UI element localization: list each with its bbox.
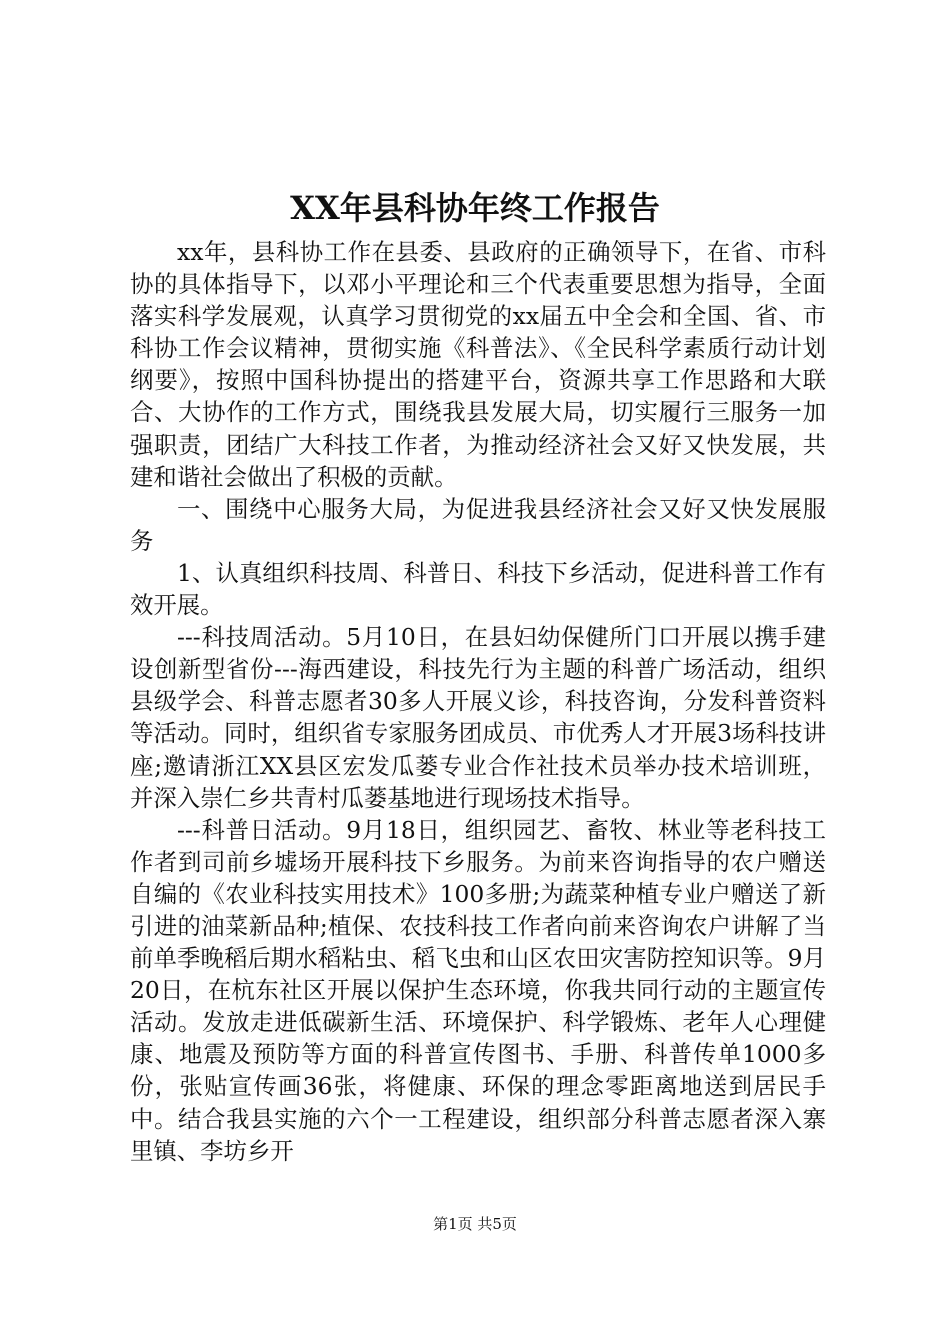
- document-title: XX年县科协年终工作报告: [290, 189, 660, 227]
- paragraph-intro: xx年，县科协工作在县委、县政府的正确领导下，在省、市科协的具体指导下，以邓小平理论和三个代表重要思想为指导，全面落实科学发展观，认真学习贯彻党的xx届五中全会和全国、省、市科协工作会议精神，贯彻实施《科普法》、《全民科学素质行动计划纲要》，按照中国科协提出的搭建平台，资源共享工作思路和大联合、大协作的工作方式，围绕我县发展大局，切实履行三服务一加强职责，团结广大科技工作者，为推动经济社会又好又快发展，共建和谐社会做出了积极的贡献。: [130, 238, 826, 491]
- subsection-heading-1: 1、认真组织科技周、科普日、科技下乡活动，促进科普工作有效开展。: [130, 558, 826, 620]
- section-heading-1: 一、围绕中心服务大局，为促进我县经济社会又好又快发展服务: [130, 494, 826, 555]
- document-body: [130, 236, 826, 1167]
- paragraph-science-week: ---科技周活动。5月10日，在县妇幼保健所门口开展以携手建设创新型省份---海西建设，科技先行为主题的科普广场活动，组织县级学会、科普志愿者30多人开展义诊，科技咨询，分发科普资料等活动。同时，组织省专家服务团成员、市优秀人才开展3场科技讲座;邀请浙江XX县区宏发瓜蒌专业合作社技术员举办技术培训班，并深入崇仁乡共青村瓜蒌基地进行现场技术指导。: [130, 623, 826, 812]
- paragraph-science-day: ---科普日活动。9月18日，组织园艺、畜牧、林业等老科技工作者到司前乡墟场开展科技下乡服务。为前来咨询指导的农户赠送自编的《农业科技实用技术》100多册;为蔬菜种植专业户赠送了新引进的油菜新品种;植保、农技科技工作者向前来咨询农户讲解了当前单季晚稻后期水稻粘虫、稻飞虫和山区农田灾害防控知识等。9月20日，在杭东社区开展以保护生态环境，你我共同行动的主题宣传活动。发放走进低碳新生活、环境保护、科学锻炼、老年人心理健康、地震及预防等方面的科普宣传图书、手册、科普传单1000多份，张贴宣传画36张，将健康、环保的理念零距离地送到居民手中。结合我县实施的六个一工程建设，组织部分科普志愿者深入寨里镇、李坊乡开: [130, 815, 826, 1165]
- page-footer: 第1页 共5页: [433, 1215, 517, 1233]
